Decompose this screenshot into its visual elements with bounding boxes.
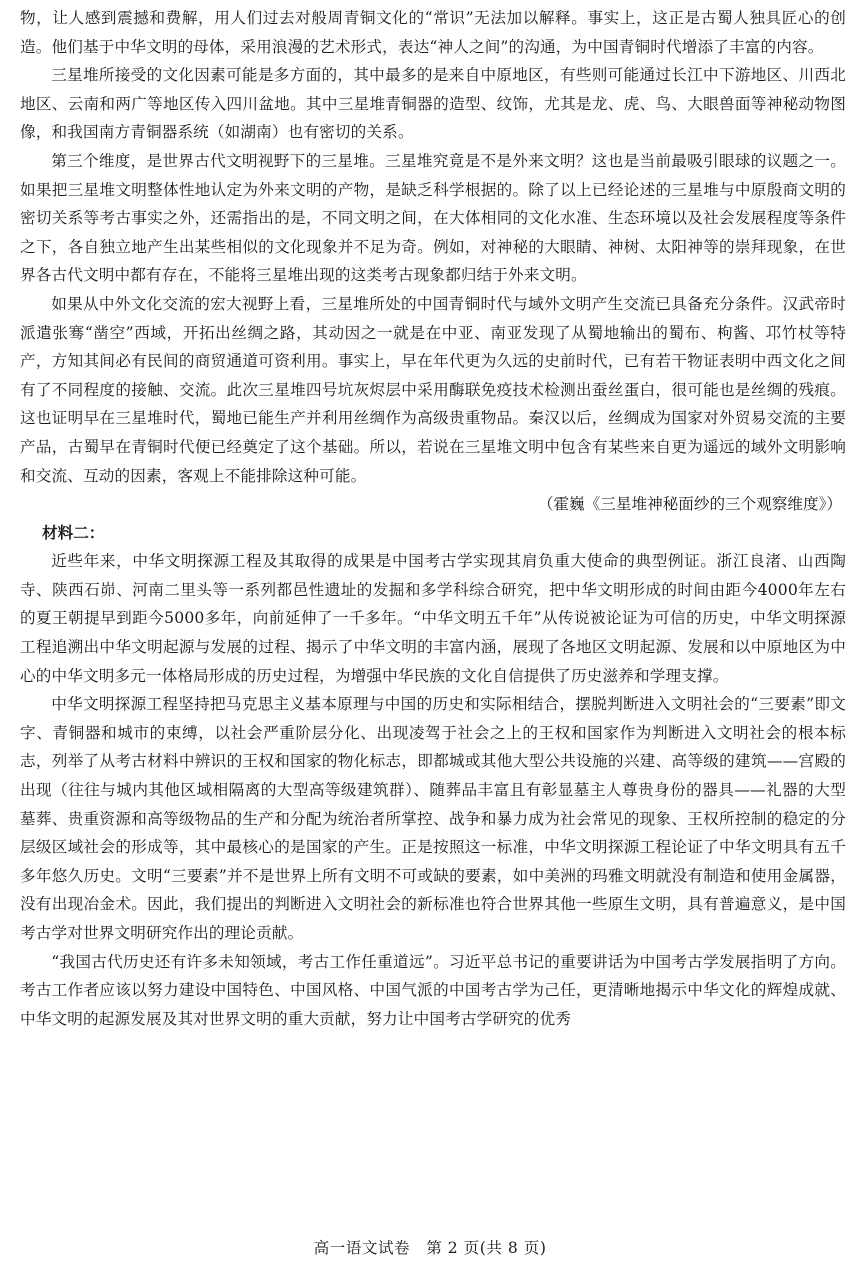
material-two-heading: 材料二： — [42, 522, 105, 542]
page-footer: 高一语文试卷 第 2 页(共 8 页) — [313, 1239, 547, 1257]
material-one-body — [20, 4, 846, 519]
paragraph-cultural-factors: 三星堆所接受的文化因素可能是多方面的，其中最多的是来自中原地区，有些则可能通过长江中下游地区、川西北地区、云南和两广等地区传入四川盆地。其中三星堆青铜器的造型、纹饰，尤其是龙、虎、鸟、大眼兽面等神秘动物图像，和我国南方青铜器系统（如湖南）也有密切的关系。 — [20, 66, 846, 142]
paragraph-civilization-standard: 中华文明探源工程坚持把马克思主义基本原理与中国的历史和实际相结合，摆脱判断进入文明社会的“三要素”即文字、青铜器和城市的束缚，以社会严重阶层分化、出现凌驾于社会之上的王权和国家作为判断进入文明社会的根本标志，列举了从考古材料中辨识的王权和国家的物化标志，即都城或其他大型公共设施的兴建、高等级的建筑——宫殿的出现（往往与城内其他区域相隔离的大型高等级建筑群）、随葬品丰富且有彰显墓主人尊贵身份的器具——礼器的大型墓葬、贵重资源和高等级物品的生产和分配为统治者所掌控、战争和暴力成为社会常见的现象、王权所控制的稳定的分层级区域社会的形成等，其中最核心的是国家的产生。正是按照这一标准，中华文明探源工程论证了中华文明具有五千多年悠久历史。文明“三要素”并不是世界上所有文明不可或缺的要素，如中美洲的玛雅文明就没有制造和使用金属器，没有出现冶金术。因此，我们提出的判断进入文明社会的新标准也符合世界其他一些原生文明，具有普遍意义，是中国考古学对世界文明研究作出的理论贡献。 — [20, 695, 846, 942]
paragraph-archaeology-mission: “我国古代历史还有许多未知领域，考古工作任重道远”。习近平总书记的重要讲话为中国考古学发展指明了方向。考古工作者应该以努力建设中国特色、中国风格、中国气派的中国考古学为己任，更清晰地揭示中华文化的辉煌成就、中华文明的起源发展及其对世界文明的重大贡献，努力让中国考古学研究的优秀 — [20, 952, 846, 1028]
paragraph-origin-project: 近些年来，中华文明探源工程及其取得的成果是中国考古学实现其肩负重大使命的典型例证。浙江良渚、山西陶寺、陕西石峁、河南二里头等一系列都邑性遗址的发掘和多学科综合研究，把中华文明形成的时间由距今4000年左右的夏王朝提早到距今5000多年，向前延伸了一千多年。“中华文明五千年”从传说被论证为可信的历史，中华文明探源工程追溯出中华文明起源与发展的过程、揭示了中华文明的丰富内涵，展现了各地区文明起源、发展和以中原地区为中心的中华文明多元一体格局形成的历史过程，为增强中华民族的文化自信提供了历史滋养和学理支撑。 — [20, 552, 846, 685]
paragraph-third-dimension: 第三个维度，是世界古代文明视野下的三星堆。三星堆究竟是不是外来文明？这也是当前最吸引眼球的议题之一。如果把三星堆文明整体性地认定为外来文明的产物，是缺乏科学根据的。除了以上已经论述的三星堆与中原殷商文明的密切关系等考古事实之外，还需指出的是，不同文明之间，在大体相同的文化水准、生态环境以及社会发展程度等条件之下，各自独立地产生出某些相似的文化现象并不足为奇。例如，对神秘的大眼睛、神树、太阳神等的崇拜现象，在世界各古代文明中都有存在，不能将三星堆出现的这类考古现象都归结于外来文明。 — [20, 151, 846, 285]
paragraph-continuation: 物，让人感到震撼和费解，用人们过去对般周青铜文化的“常识”无法加以解释。事实上，这正是古蜀人独具匠心的创造。他们基于中华文明的母体，采用浪漫的艺术形式，表达“神人之间”的沟通，为中国青铜时代增添了丰富的内容。 — [20, 9, 846, 56]
document-page — [20, 4, 846, 1033]
paragraph-cultural-exchange: 如果从中外文化交流的宏大视野上看，三星堆所处的中国青铜时代与域外文明产生交流已具备充分条件。汉武帝时派遣张骞“凿空”西域，开拓出丝绸之路，其动因之一就是在中亚、南亚发现了从蜀地输出的蜀布、枸酱、邛竹杖等特产，方知其间必有民间的商贸通道可资利用。事实上，早在年代更为久远的史前时代，已有若干物证表明中西文化之间有了不同程度的接触、交流。此次三星堆四号坑灰烬层中采用酶联免疫技术检测出蚕丝蛋白，很可能也是丝绸的残痕。这也证明早在三星堆时代，蜀地已能生产并利用丝绸作为高级贵重物品。秦汉以后，丝绸成为国家对外贸易交流的主要产品，古蜀早在青铜时代便已经奠定了这个基础。所以，若说在三星堆文明中包含有某些来自更为遥远的域外文明影响和交流、互动的因素，客观上不能排除这种可能。 — [20, 294, 846, 485]
material-two-body — [20, 547, 846, 1033]
source-citation: （霍巍《三星堆神秘面纱的三个观察维度》） — [537, 495, 842, 514]
